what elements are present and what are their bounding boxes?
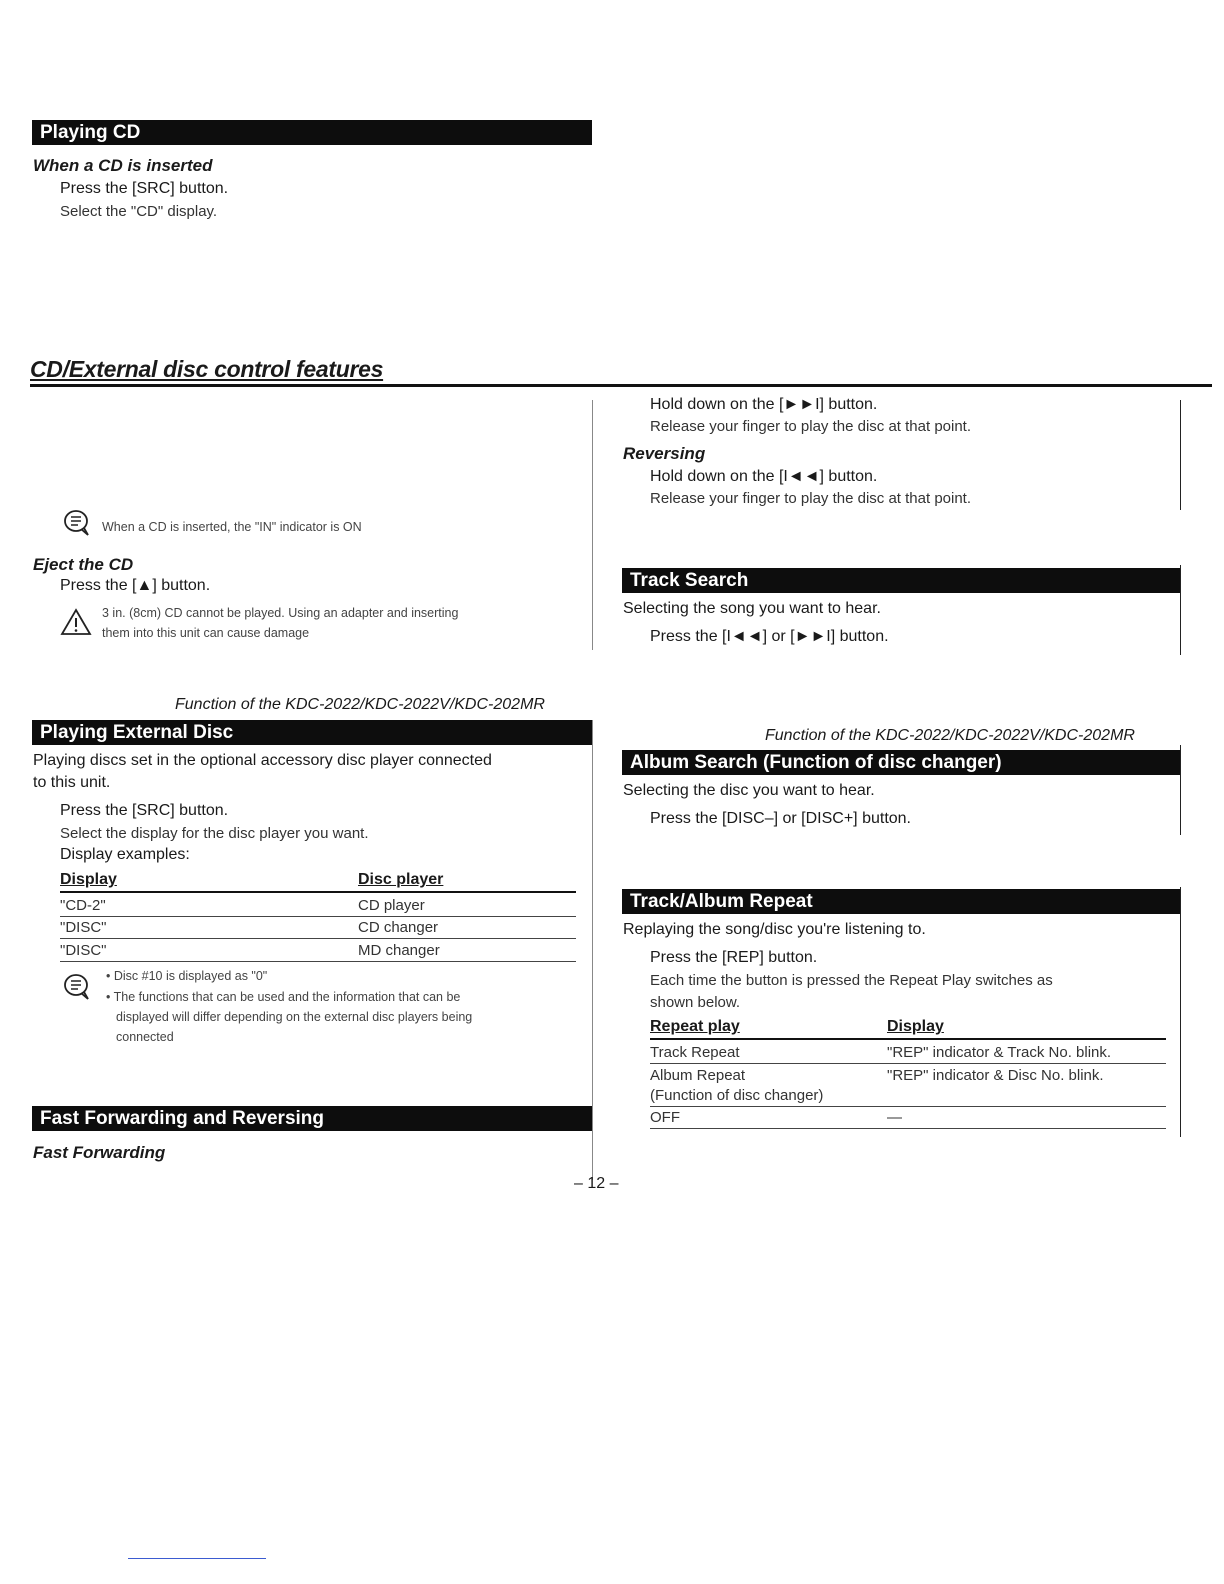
body-text: Replaying the song/disc you're listening to. xyxy=(623,921,926,938)
column-divider xyxy=(592,400,593,650)
caution-text: 3 in. (8cm) CD cannot be played. Using an adapter and inserting xyxy=(102,606,459,620)
note-text: connected xyxy=(116,1030,174,1044)
step-text: Press the [I◄◄] or [►►I] button. xyxy=(650,628,889,645)
body-text: Selecting the song you want to hear. xyxy=(623,600,881,617)
table-cell: — xyxy=(887,1109,902,1126)
section-heading-playing-cd: Playing CD xyxy=(32,120,592,145)
step-text: Press the [SRC] button. xyxy=(60,180,229,197)
step-text: Press the [▲] button. xyxy=(60,577,211,594)
table-header-display: Display xyxy=(887,1018,944,1035)
note-text: When a CD is inserted, the "IN" indicator is ON xyxy=(102,520,362,534)
caution-text: them into this unit can cause damage xyxy=(102,626,310,640)
step-text: Press the [DISC–] or [DISC+] button. xyxy=(650,810,911,827)
step-text: Release your finger to play the disc at that point. xyxy=(650,418,972,435)
note-text: displayed will differ depending on the external disc players being xyxy=(116,1010,473,1024)
step-text: Press the [SRC] button. xyxy=(60,802,229,819)
note-text: • The functions that can be used and the information that can be xyxy=(106,990,461,1004)
table-cell: "DISC" xyxy=(60,919,107,936)
section-heading-playing-external-disc: Playing External Disc xyxy=(32,720,592,745)
subheading-reversing: Reversing xyxy=(623,444,706,463)
section-heading-track-album-repeat: Track/Album Repeat xyxy=(622,889,1180,914)
note-text: • Disc #10 is displayed as "0" xyxy=(106,969,268,983)
footer-line xyxy=(128,1558,266,1559)
column-divider xyxy=(592,720,593,1180)
right-edge-rule xyxy=(1180,887,1181,1137)
right-edge-rule xyxy=(1180,400,1181,510)
table-header-display: Display xyxy=(60,871,117,888)
subheading-when-inserted: When a CD is inserted xyxy=(33,156,213,175)
table-cell: Track Repeat xyxy=(650,1044,740,1061)
step-text: Hold down on the [►►I] button. xyxy=(650,396,878,413)
note-icon xyxy=(62,508,92,538)
table-header-repeat-play: Repeat play xyxy=(650,1018,740,1035)
step-text: Select the display for the disc player you want. xyxy=(60,825,369,842)
warning-triangle-icon xyxy=(60,608,92,636)
table-rule xyxy=(650,1106,1166,1107)
section-heading-album-search: Album Search (Function of disc changer) xyxy=(622,750,1180,775)
page-title: CD/External disc control features xyxy=(30,356,384,382)
section-heading-fast-forwarding: Fast Forwarding and Reversing xyxy=(32,1106,592,1131)
step-text: Display examples: xyxy=(60,846,190,863)
function-note: Function of the KDC-2022/KDC-2022V/KDC-202MR xyxy=(765,727,1135,744)
table-rule xyxy=(60,891,576,893)
table-cell: MD changer xyxy=(358,942,440,959)
step-text: Press the [REP] button. xyxy=(650,949,818,966)
table-rule xyxy=(60,916,576,917)
subheading-fast-forwarding: Fast Forwarding xyxy=(33,1143,166,1162)
section-heading-track-search: Track Search xyxy=(622,568,1180,593)
table-cell: "REP" indicator & Disc No. blink. xyxy=(887,1067,1104,1084)
title-rule xyxy=(30,384,1212,387)
table-cell: "REP" indicator & Track No. blink. xyxy=(887,1044,1112,1061)
page-number: – 12 – xyxy=(574,1175,619,1192)
table-rule xyxy=(60,938,576,939)
body-text: Playing discs set in the optional accessory disc player connected xyxy=(33,752,492,769)
table-cell: (Function of disc changer) xyxy=(650,1087,824,1104)
step-text: shown below. xyxy=(650,994,741,1011)
table-cell: OFF xyxy=(650,1109,680,1126)
table-cell: "CD-2" xyxy=(60,897,106,914)
table-cell: CD changer xyxy=(358,919,439,936)
table-cell: "DISC" xyxy=(60,942,107,959)
table-rule xyxy=(60,961,576,962)
table-rule xyxy=(650,1128,1166,1129)
body-text: to this unit. xyxy=(33,774,111,791)
right-edge-rule xyxy=(1180,745,1181,835)
table-rule xyxy=(650,1038,1166,1040)
table-header-disc-player: Disc player xyxy=(358,871,444,888)
table-cell: Album Repeat xyxy=(650,1067,746,1084)
table-cell: CD player xyxy=(358,897,425,914)
function-note: Function of the KDC-2022/KDC-2022V/KDC-202MR xyxy=(175,696,545,713)
step-text: Select the "CD" display. xyxy=(60,203,218,220)
step-text: Release your finger to play the disc at that point. xyxy=(650,490,972,507)
subheading-eject: Eject the CD xyxy=(33,555,134,574)
body-text: Selecting the disc you want to hear. xyxy=(623,782,875,799)
note-icon xyxy=(62,972,92,1002)
step-text: Each time the button is pressed the Repeat Play switches as xyxy=(650,972,1053,989)
step-text: Hold down on the [I◄◄] button. xyxy=(650,468,878,485)
table-rule xyxy=(650,1063,1166,1064)
right-edge-rule xyxy=(1180,565,1181,655)
